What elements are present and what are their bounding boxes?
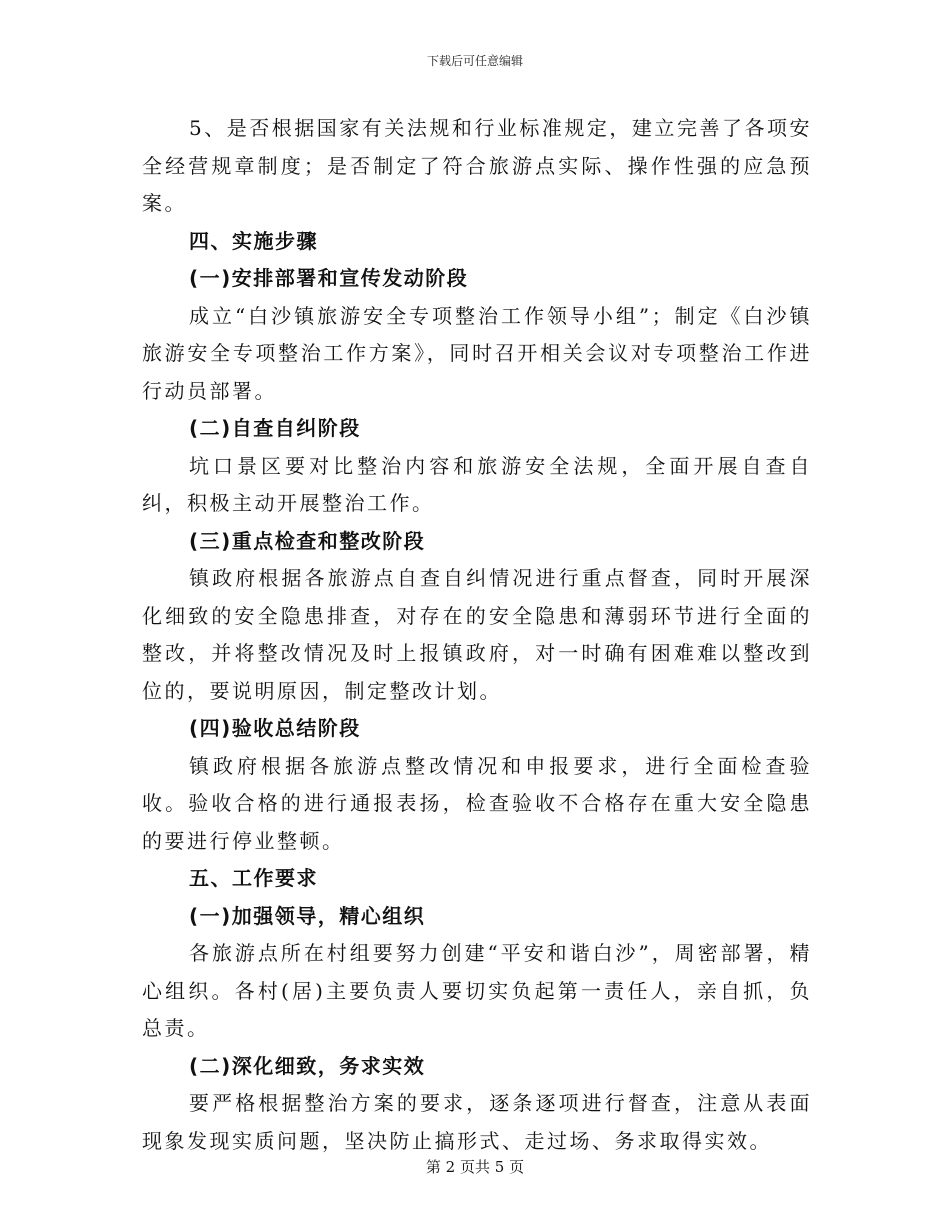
paragraph: 各旅游点所在村组要努力创建“平安和谐白沙”，周密部署，精心组织。各村(居)主要负责人要切实负起第一责任人，亲自抓，负总责。 [142, 941, 812, 1040]
page-number-footer: 第 2 页共 5 页 [425, 1158, 525, 1176]
paragraph: 要严格根据整治方案的要求，逐条逐项进行督查，注意从表面现象发现实质问题，坚决防止搞形式、走过场、务求取得实效。 [142, 1091, 812, 1153]
paragraph: 坑口景区要对比整治内容和旅游安全法规，全面开展自查自纠，积极主动开展整治工作。 [142, 453, 812, 515]
subsection-heading: (一)安排部署和宣传发动阶段 [189, 266, 469, 290]
document-body [142, 110, 812, 1160]
paragraph: 5、是否根据国家有关法规和行业标准规定，建立完善了各项安全经营规章制度；是否制定了符合旅游点实际、操作性强的应急预案。 [142, 116, 812, 215]
paragraph: 镇政府根据各旅游点自查自纠情况进行重点督查，同时开展深化细致的安全隐患排查，对存在的安全隐患和薄弱环节进行全面的整改，并将整改情况及时上报镇政府，对一时确有困难难以整改到位的，要说明原因，制定整改计划。 [142, 566, 812, 703]
paragraph: 成立“白沙镇旅游安全专项整治工作领导小组”；制定《白沙镇旅游安全专项整治工作方案》，同时召开相关会议对专项整治工作进行动员部署。 [142, 303, 812, 403]
subsection-heading: (二)深化细致，务求实效 [189, 1053, 426, 1078]
subsection-heading: (四)验收总结阶段 [189, 716, 361, 740]
paragraph: 镇政府根据各旅游点整改情况和申报要求，进行全面检查验收。验收合格的进行通报表扬，检查验收不合格存在重大安全隐患的要进行停业整顿。 [142, 753, 812, 853]
subsection-heading: (一)加强领导，精心组织 [189, 903, 426, 928]
header-note: 下载后可任意编辑 [426, 54, 523, 68]
section-heading: 五、工作要求 [189, 866, 318, 890]
section-heading: 四、实施步骤 [189, 228, 318, 253]
subsection-heading: (二)自查自纠阶段 [189, 416, 361, 440]
subsection-heading: (三)重点检查和整改阶段 [189, 528, 426, 553]
